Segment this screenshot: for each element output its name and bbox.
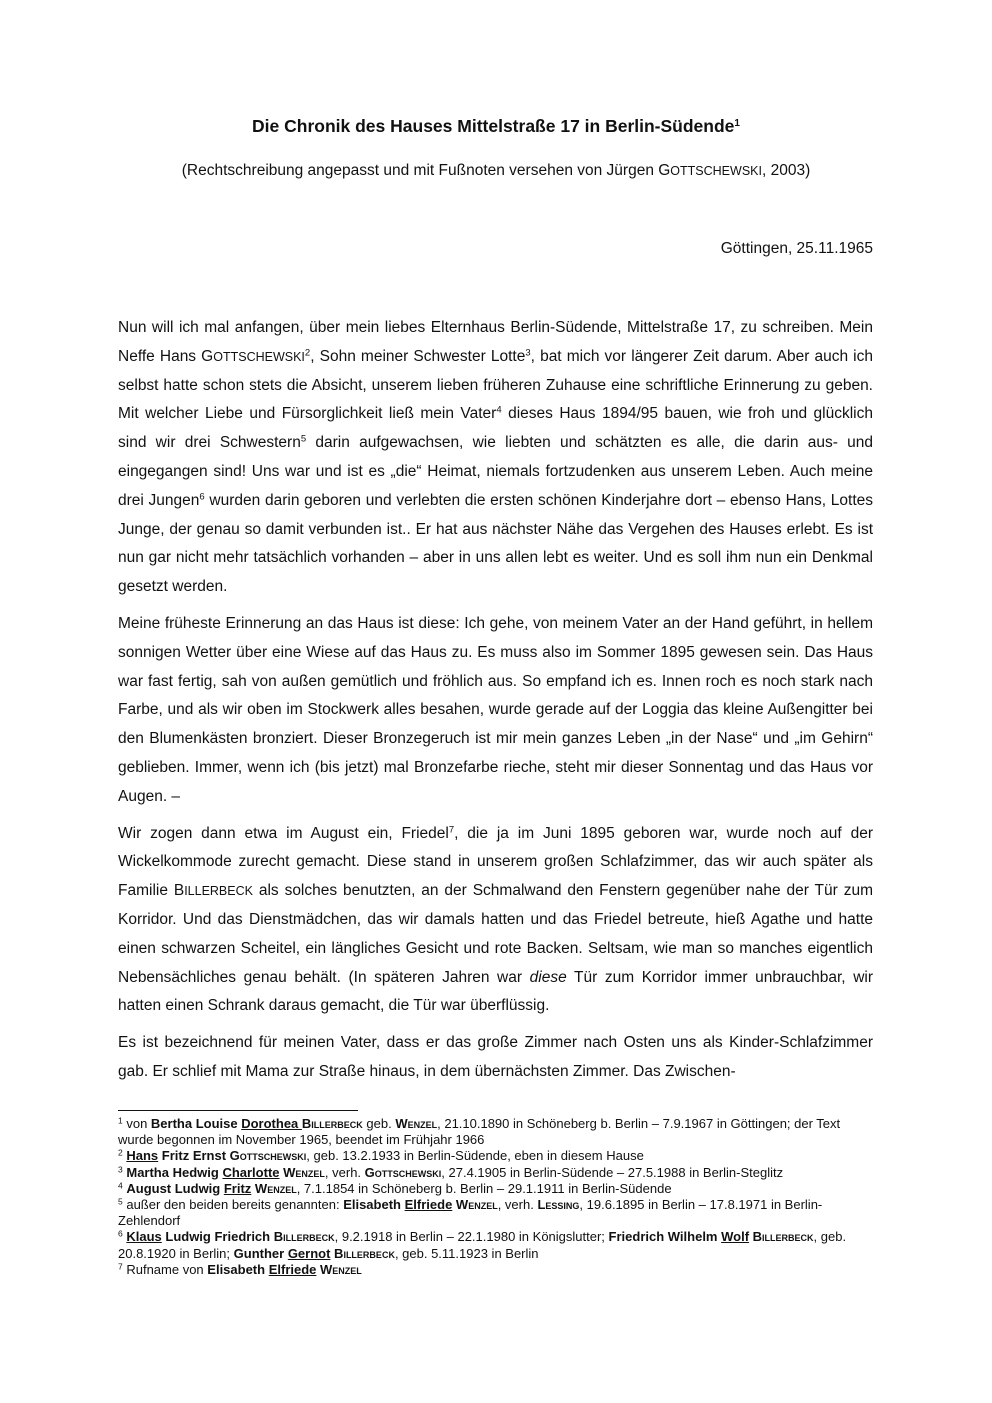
- text-run: , 9.2.1918 in Berlin – 22.1.1980 in Königslutter;: [334, 1229, 609, 1245]
- text-run: dieses Haus 1894/95 bauen, wie froh und glücklich sind wir drei Schwestern: [118, 405, 873, 452]
- title-footnote-ref[interactable]: 1: [734, 118, 740, 129]
- text-run: wurden darin geboren und verlebten die ersten schönen Kinderjahre dort – ebenso Hans, Lottes Junge, der genau so damit verbunden ist.. Er hat aus nächster Nähe das Vergehen des Hauses erlebt. Es ist nun gar nicht mehr tatsächlich vorhanden – aber in uns allen lebt es weiter. Und es soll ihm nun ein Denkmal gesetzt werden.: [118, 491, 873, 596]
- small-caps-run: illerbeck: [343, 1245, 395, 1261]
- bold-run: W: [452, 1197, 469, 1213]
- document-title: [0, 116, 992, 137]
- bold-run: W: [395, 1116, 408, 1131]
- text-run: , geb. 13.2.1933 in Berlin-Südende, eben in diesem Hause: [306, 1148, 644, 1164]
- text-run: als solches benutzten, an der Schmalwand den Fenstern gegenüber nahe der Tür zum Korridor. Und das Dienstmädchen, das wir damals hatten und das Friedel betreute, hieß Agathe und hatte einen schwarzen Scheitel, ein längliches Gesicht und rote Backen. Seltsam, wie man so manches eigentlich Nebensächliches genau behält. (In späteren Jahren war: [118, 882, 873, 986]
- small-caps-run: illerbeck: [283, 1229, 335, 1245]
- text-run: , die ja im Juni 1895 geboren war, wurde noch auf der Wickelkommode zurecht gemacht. Diese stand in unserem großen Schlafzimmer, das wir auch später als Familie B: [118, 824, 873, 900]
- bold-run: B: [301, 1116, 312, 1131]
- text-run: geb.: [362, 1116, 396, 1131]
- footnote-number: 1: [118, 1115, 123, 1126]
- text-run: , 19.6.1895 in Berlin – 17.8.1971 in Berlin-Zehlendorf: [118, 1197, 823, 1229]
- document-subtitle: [0, 162, 992, 180]
- footnote-ref-6[interactable]: 6: [199, 491, 205, 503]
- footnote-number: 5: [118, 1196, 123, 1207]
- text-run: Wir zogen dann etwa im August ein, Friedel: [118, 824, 449, 842]
- footnote-ref-5[interactable]: 5: [300, 433, 307, 445]
- small-caps-run: illerbeck: [762, 1229, 814, 1245]
- bold-run: G: [364, 1164, 375, 1180]
- small-caps-run: enzel: [407, 1116, 438, 1131]
- footnote-ref-3[interactable]: 3: [525, 347, 531, 359]
- subtitle-author-caps: OTTSCHEWSKI: [670, 164, 762, 178]
- paragraph-3: [118, 820, 873, 1022]
- text-run: , verh.: [497, 1197, 538, 1213]
- bold-run: L: [537, 1197, 546, 1213]
- bold-run: W: [251, 1180, 268, 1196]
- bold-run: Friedrich Wilhelm: [608, 1229, 722, 1245]
- small-caps-run: OTTSCHEWSKI: [213, 349, 305, 364]
- small-caps-run: ottschewski: [374, 1164, 442, 1180]
- small-caps-run: essing: [545, 1197, 580, 1213]
- small-caps-run: enzel: [295, 1164, 325, 1180]
- subtitle-text: (Rechtschreibung angepasst und mit Fußnoten versehen von Jürgen G: [181, 162, 671, 179]
- title-text: Die Chronik des Hauses Mittelstraße 17 in Berlin-Südende: [252, 116, 735, 136]
- subtitle-year: , 2003): [761, 162, 811, 179]
- underlined-name: Dorothea: [241, 1116, 302, 1131]
- letter-date: Göttingen, 25.11.1965: [720, 240, 873, 257]
- bold-run: Martha Hedwig: [126, 1164, 223, 1180]
- text-run: Nun will ich mal anfangen, über mein liebes Elternhaus Berlin-Südende, Mittelstraße 17, zu schreiben. Mein Neffe Hans G: [118, 319, 873, 365]
- text-run: , Sohn meiner Schwester Lotte: [310, 347, 526, 365]
- bold-run: Elisabeth: [343, 1197, 405, 1213]
- body-text: [118, 314, 873, 1095]
- footnote-5: [118, 1197, 878, 1229]
- underlined-name: Fritz: [223, 1180, 252, 1196]
- small-caps-run: ILLERBECK: [184, 884, 253, 899]
- footnote-ref-7[interactable]: 7: [448, 823, 455, 835]
- footnote-1: [118, 1116, 878, 1148]
- text-run: Tür zum Korridor immer unbrauchbar, wir hatten einen Schrank daraus gemacht, die Tür war überflüssig.: [118, 968, 873, 1015]
- footnotes: [118, 1116, 878, 1278]
- text-run: , geb. 20.8.1920 in Berlin;: [118, 1229, 847, 1261]
- text-run: , 7.1.1854 in Schöneberg b. Berlin – 29.1.1911 in Berlin-Südende: [296, 1180, 672, 1196]
- bold-run: B: [330, 1245, 344, 1261]
- bold-run: W: [279, 1164, 296, 1180]
- footnote-3: [118, 1165, 878, 1181]
- footnote-number: 4: [118, 1180, 123, 1191]
- footnote-6: [118, 1229, 878, 1261]
- small-caps-run: enzel: [468, 1197, 498, 1213]
- text-run: von: [122, 1116, 151, 1131]
- underlined-name: Klaus: [126, 1229, 162, 1245]
- paragraph-2: Meine früheste Erinnerung an das Haus ist diese: Ich gehe, von meinem Vater an der Hand geführt, in hellem sonnigen Wetter über eine Wiese auf das Haus zu. Es muss also im Sommer 1895 gewesen sein. Das Haus war fast fertig, sah von außen gemütlich und fröhlich aus. So empfand ich es. Innen roch es noch stark nach Farbe, und als wir oben im Stockwerk alles besahen, wurde gerade auf der Loggia das kleine Außengitter bei den Blumenkästen bronziert. Dieser Bronzegeruch ist mir mein ganzes Leben „in der Nase“ und „im Gehirn“ geblieben. Immer, wenn ich (bis jetzt) mal Bronzefarbe rieche, steht mir dieser Sonnentag und das Haus vor Augen. –: [118, 614, 873, 805]
- text-run: , verh.: [324, 1164, 365, 1180]
- underlined-name: Elfriede: [404, 1197, 453, 1213]
- text-run: , 21.10.1890 in Schöneberg b. Berlin – 7.9.1967 in Göttingen; der Text wurde begonnen im November 1965, beendet im Frühjahr 1966: [118, 1116, 841, 1148]
- text-run: außer den beiden bereits genannten:: [122, 1197, 344, 1213]
- underlined-name: Hans: [126, 1148, 159, 1164]
- footnote-number: 7: [118, 1261, 123, 1272]
- text-run: Rufname von: [122, 1261, 208, 1277]
- underlined-name: Gernot: [287, 1245, 331, 1261]
- underlined-name: Wolf: [721, 1229, 750, 1245]
- small-caps-run: enzel: [332, 1261, 362, 1277]
- text-run: darin aufgewachsen, wie liebten und schätzten es alle, die darin aus- und eingegangen sind! Uns war und ist es „die“ Heimat, niemals fortzudenken aus unserem Leben. Auch meine drei Jungen: [118, 434, 873, 509]
- footnote-2: [118, 1148, 878, 1164]
- bold-run: Bertha Louise: [150, 1116, 242, 1131]
- paragraph-1: [118, 314, 873, 602]
- bold-run: August Ludwig: [126, 1180, 224, 1196]
- text-run: , geb. 5.11.1923 in Berlin: [394, 1245, 539, 1261]
- small-caps-run: enzel: [267, 1180, 297, 1196]
- text-run: , 27.4.1905 in Berlin-Südende – 27.5.1988 in Berlin-Steglitz: [441, 1164, 784, 1180]
- bold-run: Fritz Ernst G: [158, 1148, 240, 1164]
- text-run: , bat mich vor längerer Zeit darum. Aber auch ich selbst hatte schon stets die Absicht, unserem lieben früheren Zuhause eine schriftliche Erinnerung zu geben. Mit welcher Liebe und Fürsorglichkeit ließ mein Vater: [118, 347, 873, 423]
- footnote-4: [118, 1181, 878, 1197]
- small-caps-run: ottschewski: [239, 1148, 307, 1164]
- underlined-name: Charlotte: [222, 1164, 280, 1180]
- small-caps-run: illerbeck: [311, 1116, 363, 1131]
- paragraph-4: Es ist bezeichnend für meinen Vater, dass er das große Zimmer nach Osten uns als Kinder-Schlafzimmer gab. Er schlief mit Mama zur Straße hinaus, in dem übernächsten Zimmer. Das Zwischen-: [118, 1034, 873, 1080]
- italic-run: diese: [529, 968, 567, 986]
- footnote-number: 2: [118, 1147, 123, 1158]
- footnote-separator: [118, 1110, 358, 1111]
- bold-run: W: [316, 1261, 333, 1277]
- footnote-ref-4[interactable]: 4: [496, 404, 502, 416]
- footnote-ref-2[interactable]: 2: [304, 347, 311, 359]
- bold-run: Ludwig Friedrich B: [161, 1229, 284, 1245]
- bold-run: B: [749, 1229, 763, 1245]
- footnote-7: [118, 1262, 878, 1278]
- bold-run: Elisabeth: [207, 1261, 269, 1277]
- footnote-number: 6: [118, 1228, 123, 1239]
- bold-run: Gunther: [233, 1245, 288, 1261]
- footnote-number: 3: [118, 1163, 123, 1174]
- underlined-name: Elfriede: [268, 1261, 317, 1277]
